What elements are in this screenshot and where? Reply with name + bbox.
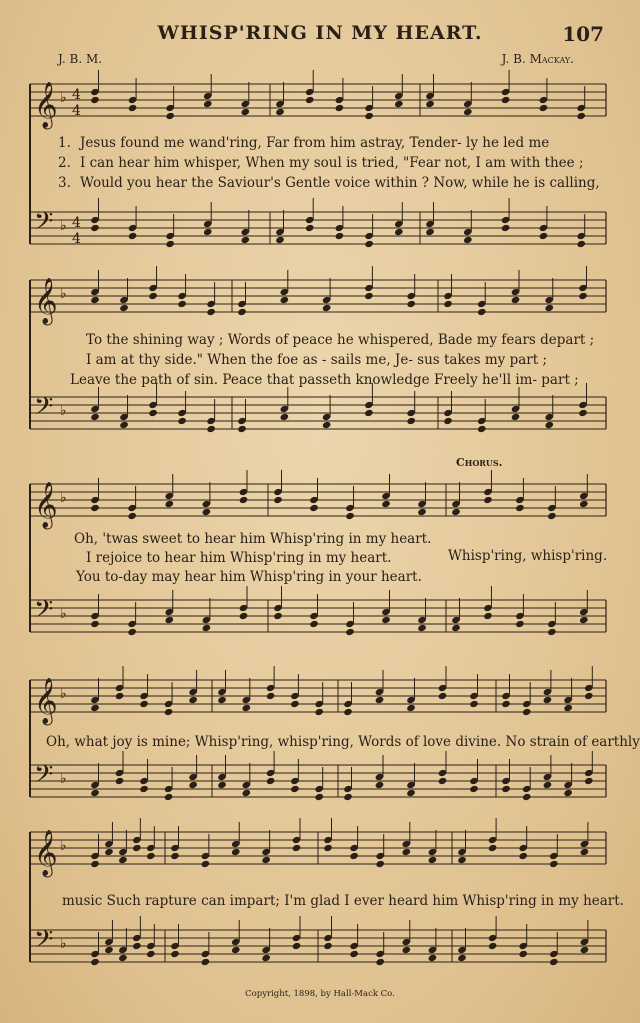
system2-line-3: Leave the path of sin. Peace that passeth knowledge Freely he'll im- part ; bbox=[70, 372, 579, 388]
svg-text:4: 4 bbox=[72, 103, 81, 119]
music-credit: J. B. Mackay. bbox=[501, 52, 574, 66]
svg-text:♭: ♭ bbox=[60, 686, 67, 702]
refrain-text: Whisp'ring, whisp'ring. bbox=[448, 548, 608, 564]
svg-text:♭: ♭ bbox=[60, 90, 67, 106]
svg-text:♭: ♭ bbox=[60, 286, 67, 302]
svg-text:♭: ♭ bbox=[60, 771, 67, 787]
verse-3-line: 3. Would you hear the Saviour's Gentle voice within ? Now, while he is calling, bbox=[58, 175, 600, 191]
copyright: Copyright, 1898, by Hall-Mack Co. bbox=[245, 989, 395, 999]
svg-text:𝄢: 𝄢 bbox=[34, 760, 54, 795]
system5-line: music Such rapture can impart; I'm glad I ever heard him Whisp'ring in my heart. bbox=[62, 893, 624, 909]
svg-text:𝄢: 𝄢 bbox=[34, 925, 54, 960]
svg-text:4: 4 bbox=[72, 231, 81, 247]
svg-text:♭: ♭ bbox=[60, 490, 67, 506]
system3-line-1: Oh, 'twas sweet to hear him Whisp'ring in my heart. bbox=[74, 531, 432, 547]
words-credit: J. B. M. bbox=[58, 52, 103, 66]
svg-text:𝄢: 𝄢 bbox=[34, 392, 54, 427]
verse-1-line: 1. Jesus found me wand'ring, Far from him astray, Tender- ly he led me bbox=[58, 135, 550, 151]
verse-2-line: 2. I can hear him whisper, When my soul is tried, "Fear not, I am with thee ; bbox=[58, 155, 584, 171]
svg-text:♭: ♭ bbox=[60, 606, 67, 622]
svg-text:4: 4 bbox=[72, 87, 81, 103]
svg-text:♭: ♭ bbox=[60, 838, 67, 854]
system4-line: Oh, what joy is mine; Whisp'ring, whisp'ring, Words of love divine. No strain of earthly bbox=[46, 734, 640, 750]
svg-text:𝄞: 𝄞 bbox=[34, 278, 58, 324]
system2-line-1: To the shining way ; Words of peace he whispered, Bade my fears depart ; bbox=[86, 332, 595, 348]
svg-text:4: 4 bbox=[72, 215, 81, 231]
system2-line-2: I am at thy side." When the foe as - sails me, Je- sus takes my part ; bbox=[86, 352, 547, 368]
hymn-title: WHISP'RING IN MY HEART. bbox=[157, 22, 483, 44]
svg-text:♭: ♭ bbox=[60, 936, 67, 952]
svg-text:♭: ♭ bbox=[60, 403, 67, 419]
svg-text:♭: ♭ bbox=[60, 218, 67, 234]
svg-text:𝄞: 𝄞 bbox=[34, 830, 58, 876]
svg-text:𝄢: 𝄢 bbox=[34, 595, 54, 630]
svg-text:𝄞: 𝄞 bbox=[34, 482, 58, 528]
system3-line-3: You to-day may hear him Whisp'ring in your heart. bbox=[76, 569, 422, 585]
system3-line-2: I rejoice to hear him Whisp'ring in my heart. bbox=[86, 550, 392, 566]
page-number: 107 bbox=[562, 22, 604, 46]
chorus-label: Chorus. bbox=[456, 456, 503, 469]
svg-text:𝄢: 𝄢 bbox=[34, 207, 54, 242]
svg-text:𝄞: 𝄞 bbox=[34, 678, 58, 724]
svg-text:𝄞: 𝄞 bbox=[34, 82, 58, 128]
